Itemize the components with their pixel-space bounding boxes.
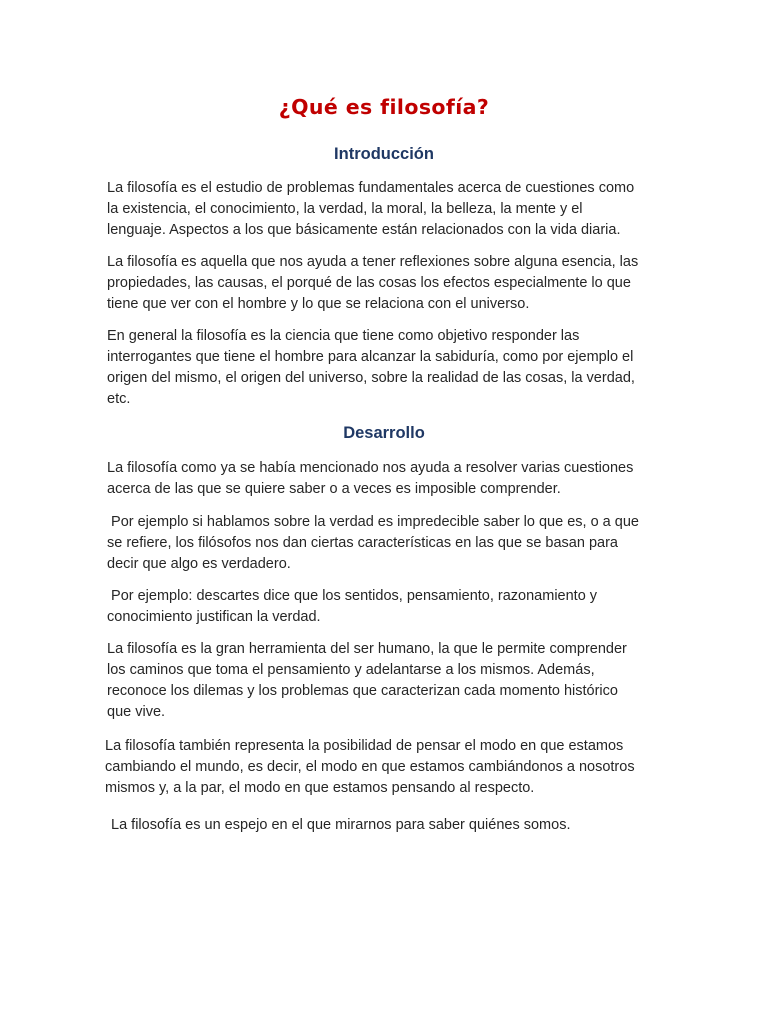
paragraph bbox=[107, 815, 667, 836]
text-line: lenguaje. Aspectos a los que básicamente están relacionados con la vida diaria. bbox=[107, 222, 621, 238]
text-line: Por ejemplo: descartes dice que los sentidos, pensamiento, razonamiento y bbox=[107, 588, 598, 604]
text-line: se refiere, los filósofos nos dan ciertas características en las que se basan para bbox=[107, 535, 618, 551]
paragraph bbox=[107, 512, 667, 575]
text-line: acerca de las que se quiere saber o a veces es imposible comprender. bbox=[107, 481, 561, 497]
document-title: ¿Qué es filosofía? bbox=[278, 95, 490, 119]
text-line: reconoce los dilemas y los problemas que caracterizan cada momento histórico bbox=[107, 683, 618, 699]
text-line: los caminos que toma el pensamiento y adelantarse a los mismos. Además, bbox=[107, 662, 595, 678]
text-line: Por ejemplo si hablamos sobre la verdad es impredecible saber lo que es, o a que bbox=[107, 514, 639, 530]
text-line: La filosofía es aquella que nos ayuda a tener reflexiones sobre alguna esencia, las bbox=[107, 254, 639, 270]
text-line: la existencia, el conocimiento, la verdad, la moral, la belleza, la mente y el bbox=[107, 201, 583, 217]
paragraph bbox=[107, 586, 667, 628]
text-line: tiene que ver con el hombre y lo que se relaciona con el universo. bbox=[107, 296, 530, 312]
text-line: La filosofía es un espejo en el que mirarnos para saber quiénes somos. bbox=[107, 817, 571, 833]
paragraph bbox=[107, 639, 667, 723]
text-line: interrogantes que tiene el hombre para alcanzar la sabiduría, como por ejemplo el bbox=[107, 349, 634, 365]
text-line: decir que algo es verdadero. bbox=[107, 556, 291, 572]
text-line: En general la filosofía es la ciencia que tiene como objetivo responder las bbox=[107, 328, 580, 344]
paragraph bbox=[105, 736, 665, 799]
paragraph bbox=[107, 252, 667, 315]
text-line: etc. bbox=[107, 391, 131, 407]
paragraph bbox=[107, 326, 667, 410]
text-line: La filosofía como ya se había mencionado nos ayuda a resolver varias cuestiones bbox=[107, 460, 634, 476]
text-line: La filosofía también representa la posibilidad de pensar el modo en que estamos bbox=[105, 738, 624, 754]
section-heading-desarrollo: Desarrollo bbox=[343, 424, 425, 442]
text-line: cambiando el mundo, es decir, el modo en que estamos cambiándonos a nosotros bbox=[105, 759, 635, 775]
text-line: origen del mismo, el origen del universo, sobre la realidad de las cosas, la verdad, bbox=[107, 370, 635, 386]
text-line: que vive. bbox=[107, 704, 166, 720]
section-heading-introduccion: Introducción bbox=[334, 145, 434, 163]
text-line: conocimiento justifican la verdad. bbox=[107, 609, 321, 625]
text-line: mismos y, a la par, el modo en que estamos pensando al respecto. bbox=[105, 780, 535, 796]
paragraph bbox=[107, 178, 667, 241]
text-line: La filosofía es la gran herramienta del ser humano, la que le permite comprender bbox=[107, 641, 627, 657]
paragraph bbox=[107, 458, 667, 500]
text-line: propiedades, las causas, el porqué de las cosas los efectos especialmente lo que bbox=[107, 275, 631, 291]
text-line: La filosofía es el estudio de problemas fundamentales acerca de cuestiones como bbox=[107, 180, 635, 196]
